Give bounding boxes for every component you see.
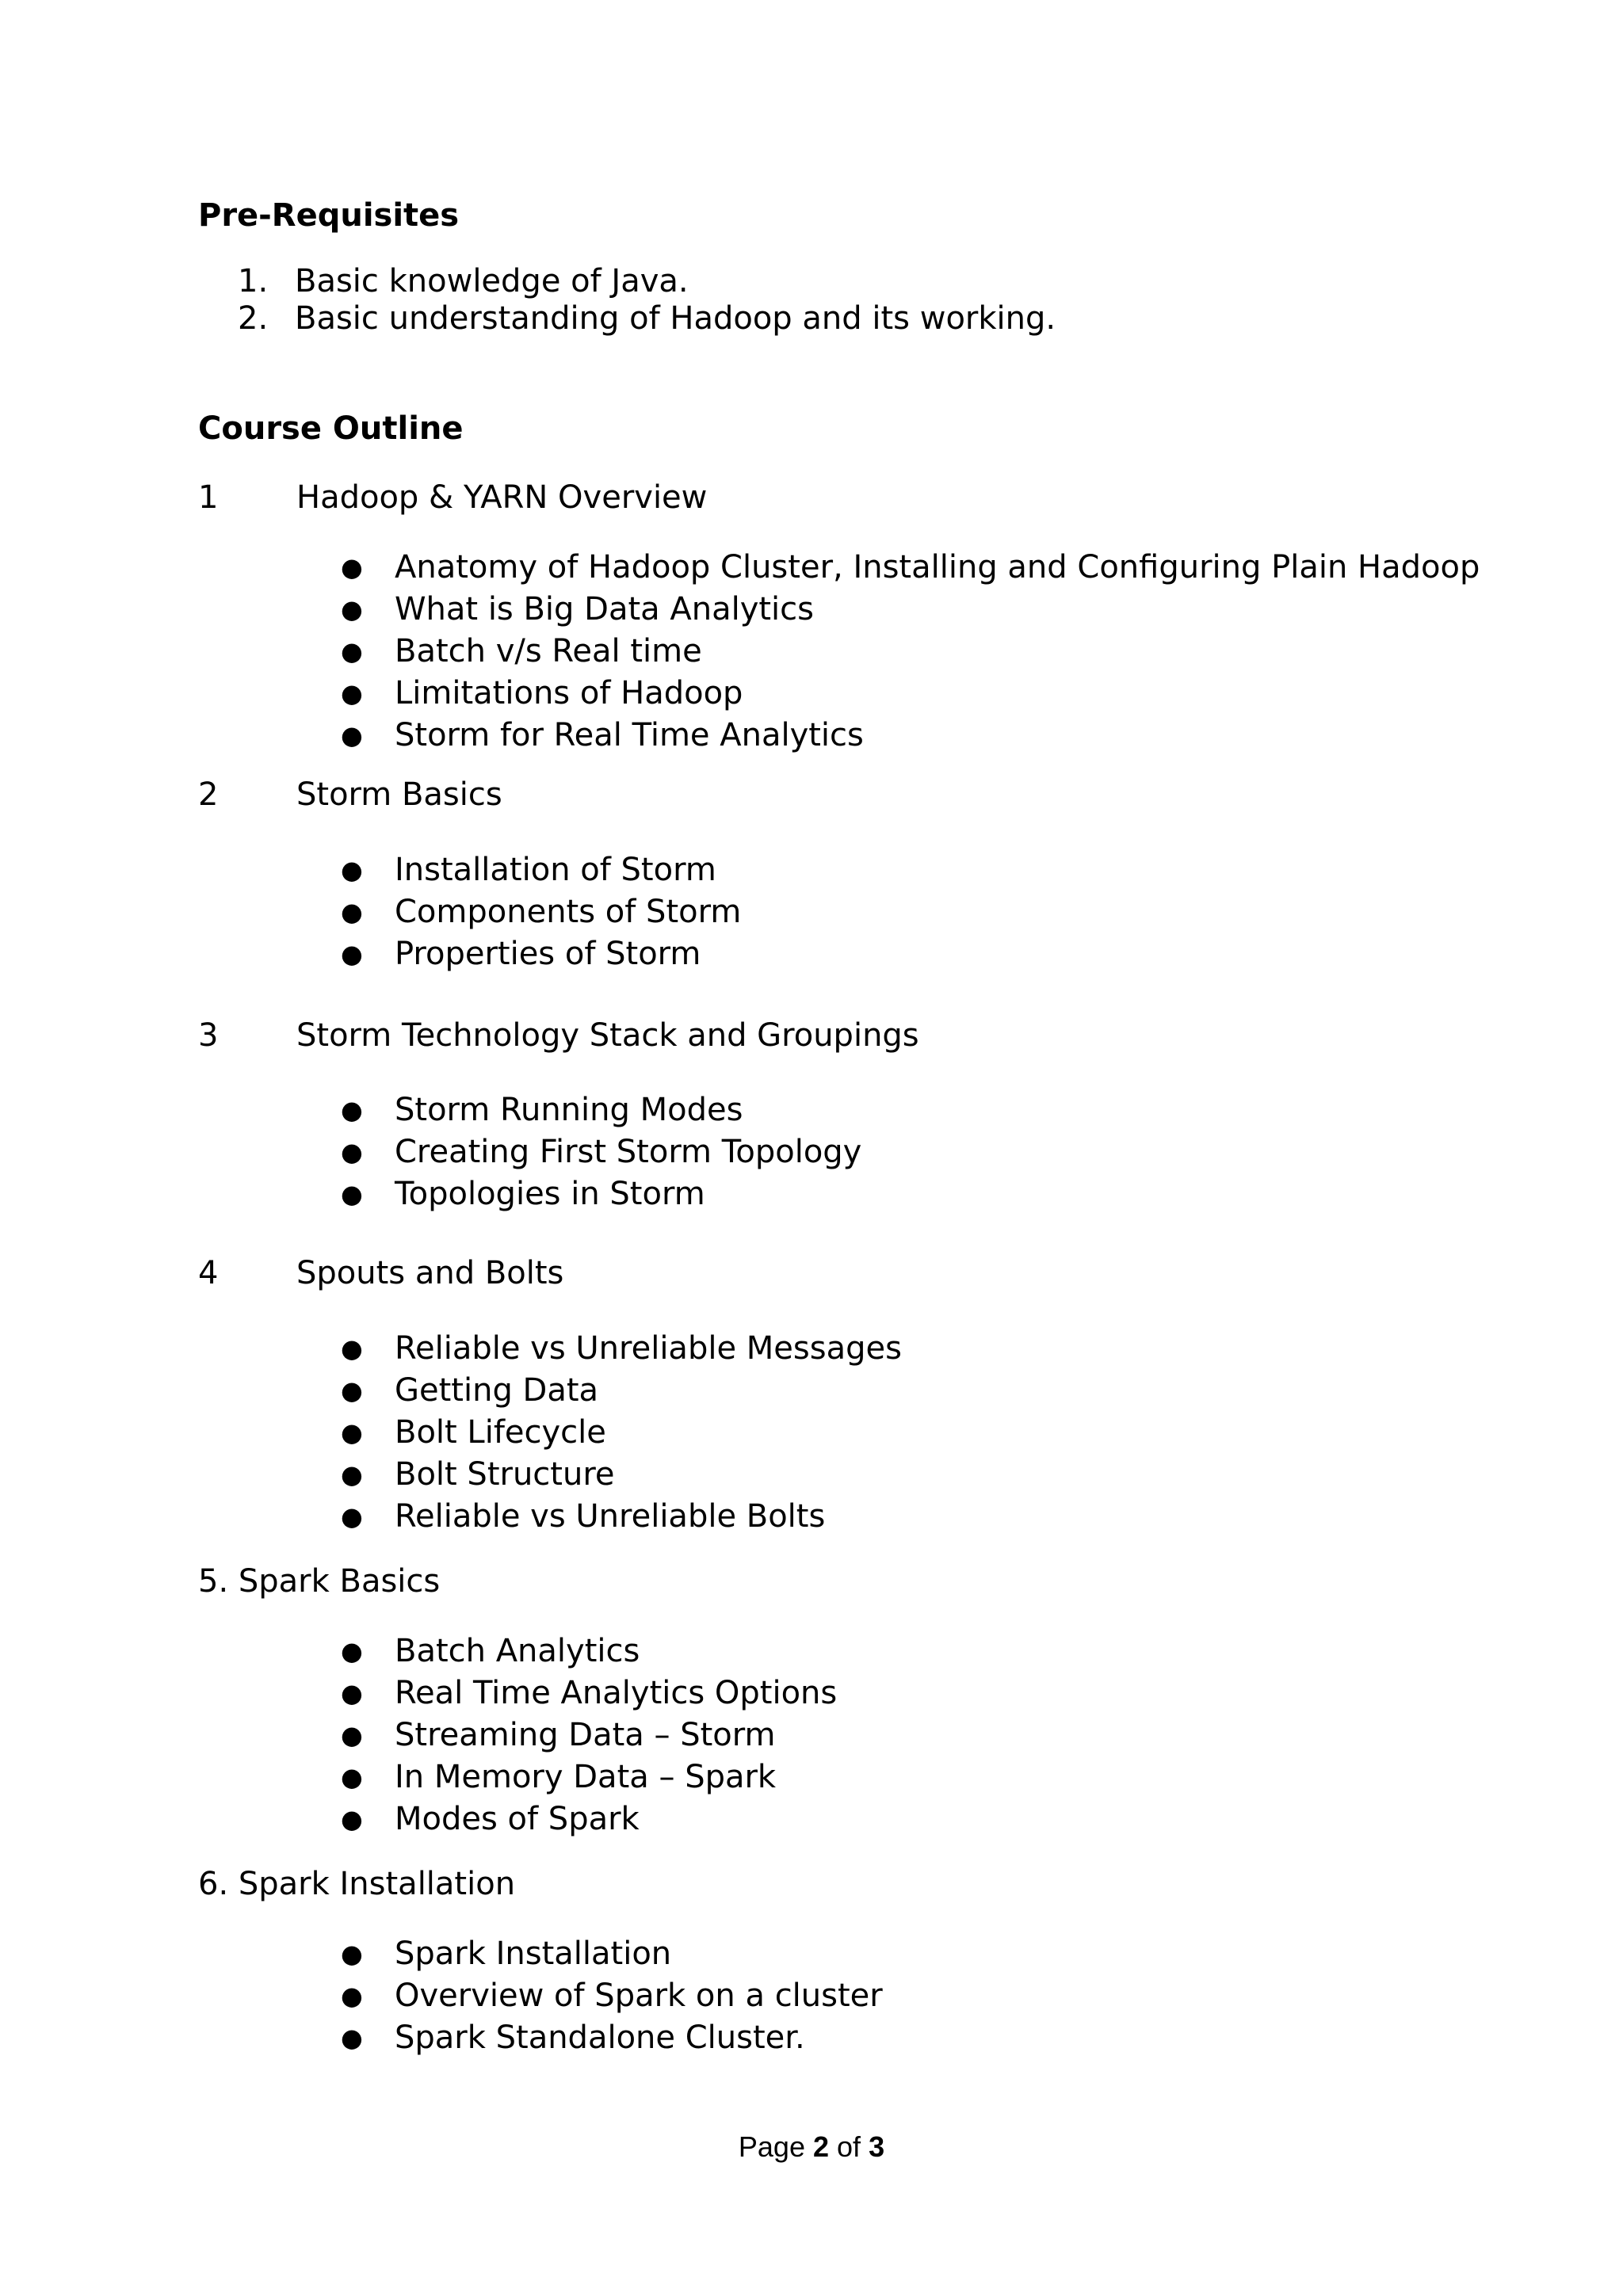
bullet-icon: ● (341, 1636, 363, 1666)
list-item: ● Topologies in Storm (341, 1173, 861, 1215)
course-outline-heading: Course Outline (198, 410, 464, 447)
list-item: ● Installation of Storm (341, 849, 741, 891)
prerequisites-list (238, 263, 1056, 338)
bullet-icon: ● (341, 855, 363, 885)
prerequisite-item (238, 263, 1056, 300)
page-footer (0, 2130, 1623, 2164)
prerequisite-number: 1. (238, 263, 269, 299)
list-item: ● Components of Storm (341, 891, 741, 933)
module-title-3 (198, 1016, 919, 1055)
bullet-icon: ● (341, 720, 363, 750)
module-2-bullets (341, 849, 741, 975)
module-number: 3 (198, 1017, 219, 1054)
list-item: ● Bolt Lifecycle (341, 1412, 902, 1454)
list-item: ● Reliable vs Unreliable Messages (341, 1328, 902, 1370)
bullet-icon: ● (341, 552, 363, 582)
bullet-icon: ● (341, 1678, 363, 1708)
footer-current-page: 2 (812, 2130, 830, 2163)
footer-of-word: of (837, 2130, 861, 2163)
list-item: ● Getting Data (341, 1370, 902, 1412)
list-item: ● Batch Analytics (341, 1630, 837, 1672)
bullet-icon: ● (341, 1417, 363, 1447)
bullet-icon: ● (341, 1375, 363, 1405)
module-5-bullets (341, 1630, 837, 1840)
bullet-icon: ● (341, 1762, 363, 1792)
module-number: 2 (198, 776, 219, 813)
module-title-text: Hadoop & YARN Overview (296, 479, 708, 516)
module-number: 6. (198, 1866, 229, 1902)
prerequisite-item (238, 300, 1056, 338)
module-number: 4 (198, 1255, 219, 1291)
module-number: 5. (198, 1563, 229, 1600)
prerequisite-text: Basic knowledge of Java. (295, 263, 689, 299)
bullet-icon: ● (341, 636, 363, 666)
list-item: ● Properties of Storm (341, 933, 741, 975)
bullet-icon: ● (341, 678, 363, 708)
module-title-4 (198, 1253, 563, 1293)
bullet-icon: ● (341, 1333, 363, 1363)
footer-total-pages: 3 (869, 2130, 885, 2163)
bullet-icon: ● (341, 1804, 363, 1834)
list-item: ● Modes of Spark (341, 1798, 837, 1840)
bullet-icon: ● (341, 1179, 363, 1209)
bullet-icon: ● (341, 897, 363, 927)
list-item: ● Spark Installation (341, 1933, 883, 1975)
list-item: ● Streaming Data – Storm (341, 1714, 837, 1756)
prerequisites-heading: Pre-Requisites (198, 197, 460, 234)
bullet-icon: ● (341, 1095, 363, 1125)
list-item: ● Overview of Spark on a cluster (341, 1975, 883, 2017)
footer-page-word: Page (738, 2130, 805, 2163)
bullet-icon: ● (341, 1501, 363, 1531)
list-item: ● Real Time Analytics Options (341, 1672, 837, 1714)
bullet-icon: ● (341, 1939, 363, 1969)
module-title-2 (198, 775, 502, 814)
module-title-text: Spark Installation (238, 1866, 516, 1902)
list-item: ● Storm for Real Time Analytics (341, 715, 1480, 757)
prerequisite-text: Basic understanding of Hadoop and its working. (295, 300, 1056, 337)
module-title-text: Storm Basics (296, 776, 502, 813)
module-3-bullets (341, 1089, 861, 1215)
list-item: ● In Memory Data – Spark (341, 1756, 837, 1798)
module-title-6 (198, 1864, 515, 1904)
bullet-icon: ● (341, 1459, 363, 1489)
list-item: ● What is Big Data Analytics (341, 589, 1480, 631)
list-item: ● Bolt Structure (341, 1454, 902, 1496)
bullet-icon: ● (341, 1981, 363, 2011)
bullet-icon: ● (341, 939, 363, 969)
module-1-bullets (341, 547, 1480, 757)
bullet-icon: ● (341, 1137, 363, 1167)
list-item: ● Storm Running Modes (341, 1089, 861, 1131)
module-title-text: Storm Technology Stack and Groupings (296, 1017, 919, 1054)
list-item: ● Anatomy of Hadoop Cluster, Installing and Configuring Plain Hadoop (341, 547, 1480, 589)
module-6-bullets (341, 1933, 883, 2059)
list-item: ● Reliable vs Unreliable Bolts (341, 1496, 902, 1538)
prerequisite-number: 2. (238, 300, 269, 337)
module-4-bullets (341, 1328, 902, 1538)
list-item: ● Batch v/s Real time (341, 631, 1480, 673)
list-item: ● Creating First Storm Topology (341, 1131, 861, 1173)
list-item: ● Limitations of Hadoop (341, 673, 1480, 715)
module-title-text: Spouts and Bolts (296, 1255, 564, 1291)
bullet-icon: ● (341, 1720, 363, 1750)
module-title-text: Spark Basics (238, 1563, 441, 1600)
list-item: ● Spark Standalone Cluster. (341, 2017, 883, 2059)
module-title-1 (198, 478, 707, 517)
module-title-5 (198, 1562, 440, 1601)
bullet-icon: ● (341, 2023, 363, 2053)
module-number: 1 (198, 479, 219, 516)
bullet-icon: ● (341, 594, 363, 624)
